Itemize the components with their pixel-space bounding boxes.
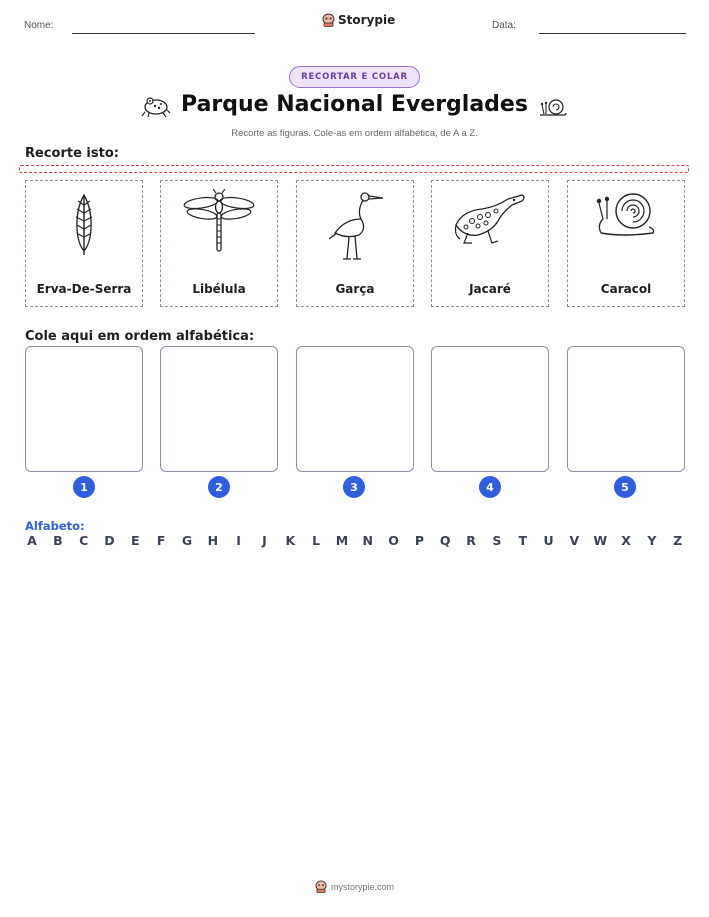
paste-box-5[interactable] [567, 346, 685, 472]
storypie-mascot-icon [322, 13, 335, 27]
alphabet-letter: F [156, 533, 166, 548]
brand-name: Storypie [338, 13, 396, 27]
alphabet-letter: T [518, 533, 527, 548]
alphabet-letter: K [285, 533, 296, 548]
alphabet-letter: Y [647, 533, 657, 548]
cut-card-heron[interactable] [296, 180, 414, 307]
alphabet-letter: D [104, 533, 115, 548]
page-title: Parque Nacional Everglades [181, 92, 528, 117]
alphabet-letter: B [53, 533, 63, 548]
alphabet-letter: A [27, 533, 37, 548]
number-badge-3: 3 [343, 476, 365, 498]
alphabet-letter: V [569, 533, 580, 548]
activity-badge: RECORTAR E COLAR [289, 66, 420, 88]
paste-box-2[interactable] [160, 346, 278, 472]
alligator-icon [452, 191, 528, 247]
heron-icon [323, 189, 387, 261]
date-line[interactable] [539, 33, 686, 34]
alphabet-letter: U [543, 533, 554, 548]
card-label: Caracol [600, 282, 652, 296]
cut-card-sawgrass[interactable] [25, 180, 143, 307]
card-label: Libélula [192, 282, 246, 296]
dragonfly-icon [182, 189, 256, 255]
storypie-mascot-icon [315, 880, 327, 893]
paste-box-1[interactable] [25, 346, 143, 472]
cut-card-snail[interactable] [567, 180, 685, 307]
alphabet-letter: P [414, 533, 424, 548]
alphabet-letter: R [466, 533, 476, 548]
cut-section-label: Recorte isto: [25, 146, 119, 161]
brand-logo [322, 13, 395, 27]
alphabet-letter: C [79, 533, 89, 548]
date-label: Data: [492, 20, 516, 31]
alphabet-letter: M [335, 533, 349, 548]
alphabet-letter: L [312, 533, 321, 548]
paste-box-4[interactable] [431, 346, 549, 472]
number-badge-2: 2 [208, 476, 230, 498]
card-label: Garça [335, 282, 375, 296]
cut-card-alligator[interactable] [431, 180, 549, 307]
card-label: Erva-De-Serra [36, 282, 132, 296]
alphabet-row [25, 533, 685, 548]
paste-box-3[interactable] [296, 346, 414, 472]
alphabet-letter: W [593, 533, 608, 548]
name-line[interactable] [72, 33, 255, 34]
alphabet-label: Alfabeto: [25, 519, 85, 533]
alphabet-letter: I [236, 533, 241, 548]
alphabet-letter: G [181, 533, 193, 548]
cut-card-dragonfly[interactable] [160, 180, 278, 307]
alphabet-letter: X [621, 533, 631, 548]
number-badge-4: 4 [479, 476, 501, 498]
sawgrass-icon [64, 189, 104, 259]
number-badge-1: 1 [73, 476, 95, 498]
alphabet-letter: J [262, 533, 267, 548]
instructions-subtitle: Recorte as figuras. Cole-as em ordem alfabética, de A a Z. [231, 128, 478, 139]
card-label: Jacaré [469, 282, 511, 296]
alphabet-letter: N [362, 533, 373, 548]
name-label: Nome: [24, 20, 54, 31]
footer-link[interactable]: mystorypie.com [330, 881, 394, 892]
alphabet-letter: Q [439, 533, 451, 548]
cut-dashed-line [19, 165, 689, 173]
alphabet-letter: E [131, 533, 140, 548]
number-badge-5: 5 [614, 476, 636, 498]
alphabet-letter: H [207, 533, 219, 548]
paste-section-label: Cole aqui em ordem alfabética: [25, 329, 255, 344]
snail-icon [593, 189, 659, 241]
alphabet-letter: O [388, 533, 399, 548]
snail-title-icon [538, 95, 568, 117]
alphabet-letter: S [492, 533, 502, 548]
alphabet-letter: Z [673, 533, 683, 548]
footer [0, 880, 709, 893]
